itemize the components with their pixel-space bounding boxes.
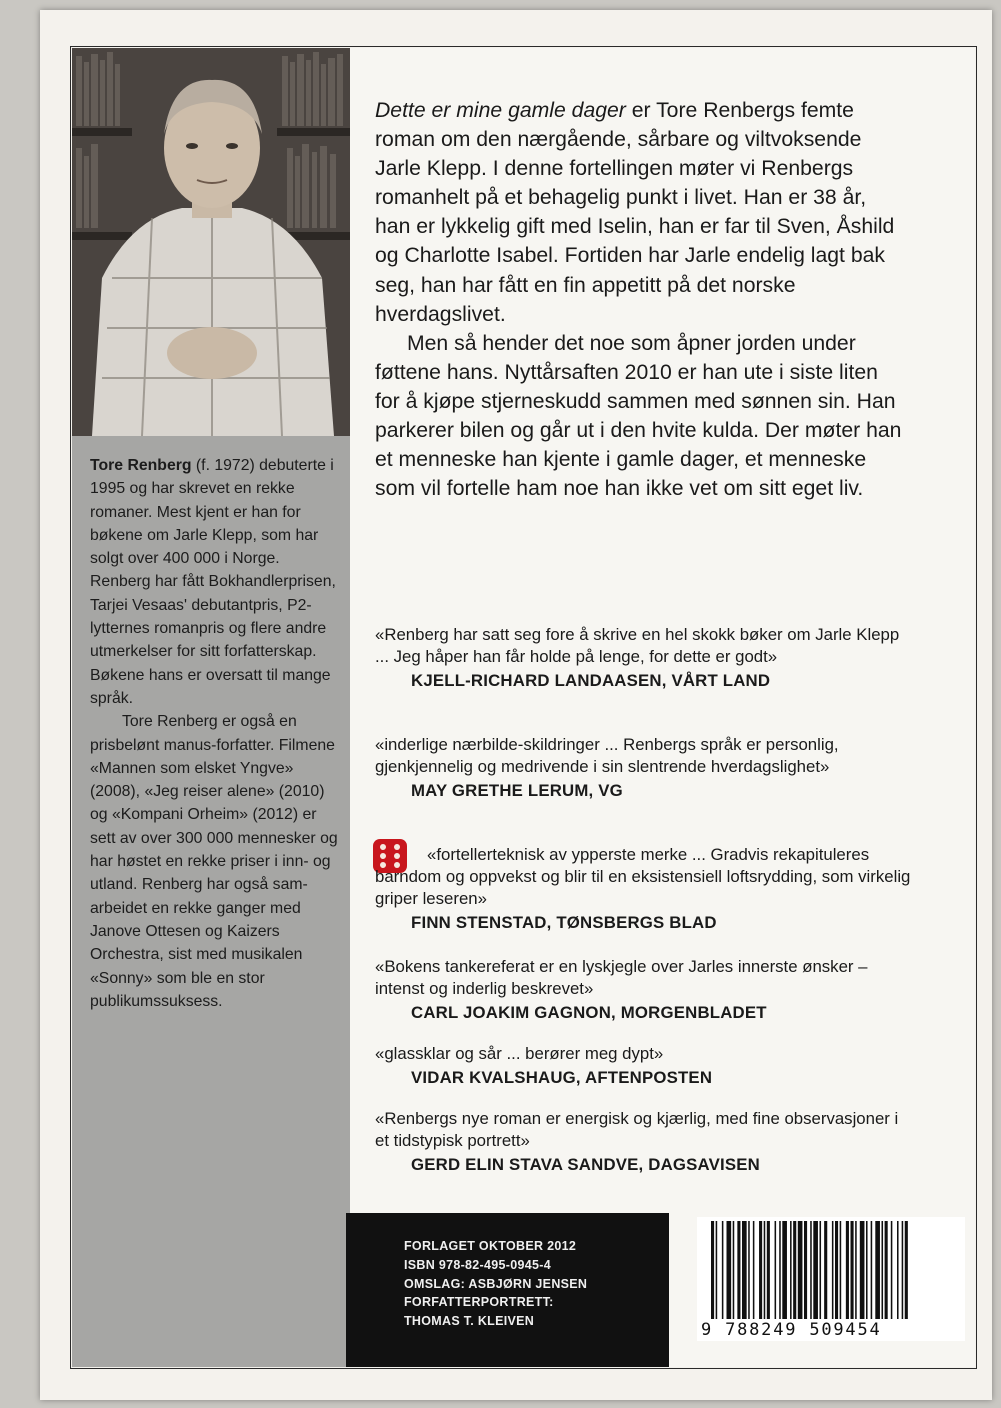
blurb-paragraph-1	[375, 96, 905, 329]
barcode-bar	[905, 1221, 908, 1319]
barcode-bar	[798, 1221, 803, 1319]
barcode-bar	[733, 1221, 735, 1319]
barcode-bar	[885, 1221, 888, 1319]
barcode-bar	[782, 1221, 787, 1319]
barcode-bar	[840, 1221, 842, 1319]
review-quote: «Renberg har satt seg fore å skrive en hel skokk bøker om Jarle Klepp ... Jeg håper han får holde på lenge, for dette er godt»	[375, 625, 900, 666]
barcode-digits: 9 788249 509454	[701, 1320, 882, 1340]
barcode-bar	[824, 1221, 827, 1319]
barcode-bar	[891, 1221, 893, 1319]
barcode-bar	[759, 1221, 762, 1319]
review-quote: «inderlige nærbilde-skildringer ... Renbergs språk er personlig, gjenkjennelig og medrivende i sin slentrende hverdagslighet»	[375, 735, 839, 776]
barcode-bar	[855, 1221, 857, 1319]
barcode-bar	[866, 1221, 868, 1319]
barcode-bar	[804, 1221, 807, 1319]
review-3	[375, 844, 915, 934]
barcode-bar	[711, 1221, 714, 1319]
author-portrait-illustration	[72, 48, 350, 436]
barcode-bar	[737, 1221, 740, 1319]
review-source: FINN STENSTAD, TØNSBERGS BLAD	[411, 913, 717, 932]
book-blurb	[375, 96, 905, 503]
review-2	[375, 734, 915, 802]
review-source: VIDAR KVALSHAUG, AFTENPOSTEN	[411, 1068, 713, 1087]
book-title: Dette er mine gamle dager	[375, 99, 626, 122]
bio-paragraph-2: Tore Renberg er også en prisbelønt manus-forfatter. Filmene «Mannen som elsket Yngve» (2008), «Jeg reiser alene» (2010) og «Kompani Orheim» (2012) er sett av over 300 000 mennesker og har høstet en rekke priser i inn- og utland. Renberg har også sam-arbeidet en rekke ganger med Janove Ottesen og Kaizers Orchestra, sist med musikalen «Sonny» som ble en stor publikumssuksess.	[90, 713, 338, 1010]
review-5	[375, 1043, 915, 1089]
publisher-line: FORLAGET OKTOBER 2012	[404, 1239, 577, 1253]
barcode-bar	[820, 1221, 822, 1319]
review-6	[375, 1108, 915, 1176]
bio-text-1: (f. 1972) debuterte i 1995 og har skrevet en rekke romaner. Mest kjent er han for bøkene om Jarle Klepp, som har solgt over 400 000 i Norge. Renberg har fått Bokhandlerprisen, Tarjei Vesaas' debutantpris, P2-lytternes romanpris og flere andre utmerkelser for sitt forfatterskap. Bøkene hans er oversatt til mange språk.	[90, 457, 336, 707]
author-name: Tore Renberg	[90, 457, 192, 474]
review-quote: «fortellerteknisk av ypperste merke ... Gradvis rekapituleres barndom og oppvekst og blir til en eksistensiell loftsrydding, som virkelig griper leseren»	[375, 845, 911, 908]
barcode-bar	[846, 1221, 849, 1319]
portrait-credit-label: FORFATTERPORTRETT:	[404, 1295, 554, 1310]
blurb-paragraph-2: Men så hender det noe som åpner jorden under føttene hans. Nyttårsaften 2010 er han ute i siste liten for å kjøpe stjerneskudd sammen med sønnen sin. Han parkerer bilen og går ut i den hvite kulda. Der møter han et menneske han kjente i gamle dager, et menneske som vil fortelle ham noe han ikke vet om sitt eget liv.	[375, 331, 902, 501]
barcode-bar	[832, 1221, 834, 1319]
barcode-bar	[902, 1221, 904, 1319]
review-source: CARL JOAKIM GAGNON, MORGENBLADET	[411, 1003, 767, 1022]
barcode-bar	[851, 1221, 854, 1319]
barcode-bar	[813, 1221, 818, 1319]
barcode-bar	[882, 1221, 884, 1319]
review-4	[375, 956, 915, 1024]
barcode-bars	[697, 1217, 965, 1321]
cover-credit-line: OMSLAG: ASBJØRN JENSEN	[404, 1276, 588, 1291]
barcode-bar	[860, 1221, 865, 1319]
review-quote: «glassklar og sår ... berører meg dypt»	[375, 1044, 664, 1063]
review-source: MAY GRETHE LERUM, VG	[411, 781, 623, 800]
review-source: GERD ELIN STAVA SANDVE, DAGSAVISEN	[411, 1155, 760, 1174]
barcode-bar	[875, 1221, 880, 1319]
barcode-bar	[790, 1221, 792, 1319]
barcode-bar	[748, 1221, 750, 1319]
barcode-bar	[722, 1221, 724, 1319]
barcode-bar	[753, 1221, 755, 1319]
barcode-bar	[835, 1221, 838, 1319]
isbn-line: ISBN 978-82-495-0945-4	[404, 1257, 551, 1272]
barcode-bar	[716, 1221, 718, 1319]
portrait-credit-name: THOMAS T. KLEIVEN	[404, 1314, 535, 1329]
barcode-bar	[727, 1221, 732, 1319]
barcode-bar	[871, 1221, 873, 1319]
review-source: KJELL-RICHARD LANDAASEN, VÅRT LAND	[411, 671, 771, 690]
author-portrait	[72, 48, 350, 436]
review-quote: «Renbergs nye roman er energisk og kjærlig, med fine observasjoner i et tidstypisk portrett»	[375, 1109, 899, 1150]
barcode-bar	[775, 1221, 777, 1319]
review-1	[375, 624, 915, 692]
blurb-text-1: er Tore Renbergs femte roman om den nærgående, sårbare og viltvoksende Jarle Klepp. I denne fortellingen møter vi Renbergs romanhelt på et behagelig punkt i livet. Han er 38 år, han er lykkelig gift med Iselin, han er far til Sven, Åshild og Charlotte Isabel. Fortiden har Jarle endelig lagt bak seg, han har fått en fin appetitt på det norske hverdagslivet.	[375, 99, 895, 326]
bio-paragraph-1	[90, 454, 340, 710]
barcode-bar	[810, 1221, 812, 1319]
barcode-bar	[779, 1221, 781, 1319]
barcode-bar	[764, 1221, 766, 1319]
barcode-bar	[793, 1221, 796, 1319]
review-quote: «Bokens tankereferat er en lyskjegle over Jarles innerste ønsker – intenst og inderlig beskrevet»	[375, 957, 868, 998]
barcode-bar	[897, 1221, 899, 1319]
imprint-text	[404, 1237, 664, 1331]
author-bio	[90, 454, 340, 1013]
barcode-bar	[767, 1221, 770, 1319]
barcode-bar	[742, 1221, 747, 1319]
